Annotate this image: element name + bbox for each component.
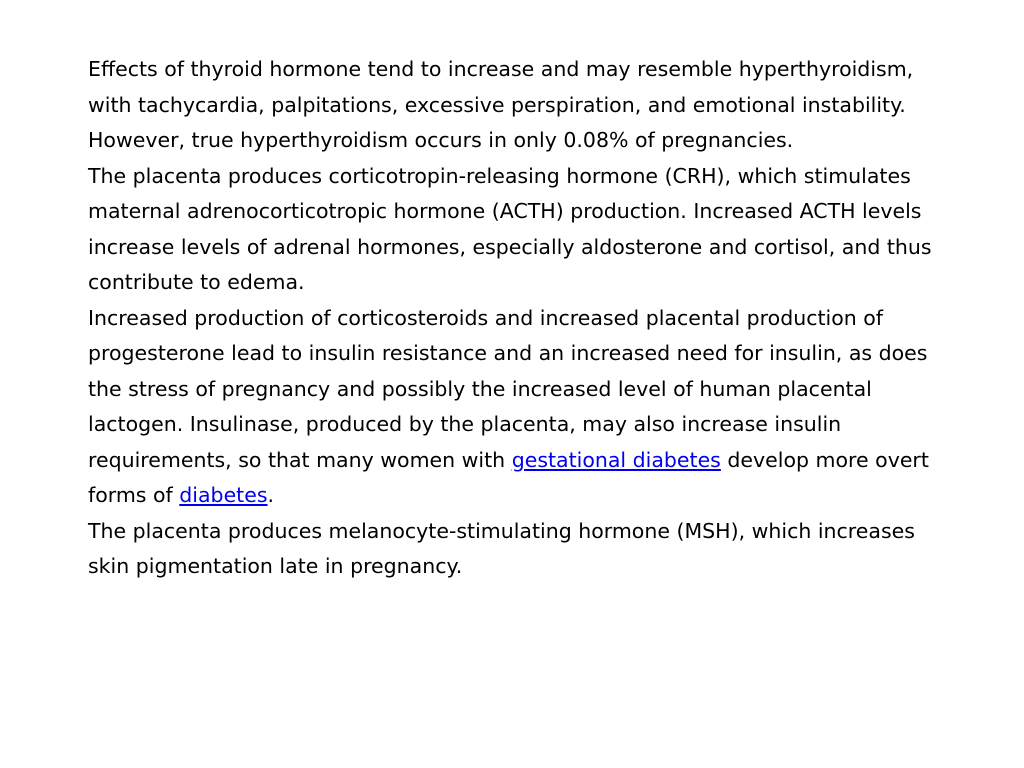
body-text (88, 52, 938, 585)
paragraph-thyroid: Effects of thyroid hormone tend to increase and may resemble hyperthyroidism, with tachycardia, palpitations, excessive perspiration, and emotional instability. However, true hyperthyroidism occurs in only 0.08% of pregnancies. (88, 57, 914, 152)
insulin-text-start: Increased production of corticosteroids and increased placental production of progesterone lead to insulin resistance and an increased need for insulin, as does the stress of pregnancy and possibly the increased level of human placental lactogen. Insulinase, produced by the placenta, may also increase insulin requirements, so that many women with (88, 305, 928, 472)
diabetes-link[interactable]: diabetes (179, 483, 268, 507)
insulin-text-end: . (267, 483, 275, 507)
paragraph-insulin (88, 301, 938, 514)
insulin-text-middle: develop more overt forms of (88, 447, 929, 507)
paragraph-msh: The placenta produces melanocyte-stimulating hormone (MSH), which increases skin pigmentation late in pregnancy. (88, 518, 915, 578)
gestational-diabetes-link[interactable]: gestational diabetes (511, 447, 721, 472)
paragraph-crh: The placenta produces corticotropin-releasing hormone (CRH), which stimulates maternal adrenocorticotropic hormone (ACTH) production. Increased ACTH levels increase levels of adrenal hormones, especially aldosterone and cortisol, and thus contribute to edema. (88, 163, 932, 294)
